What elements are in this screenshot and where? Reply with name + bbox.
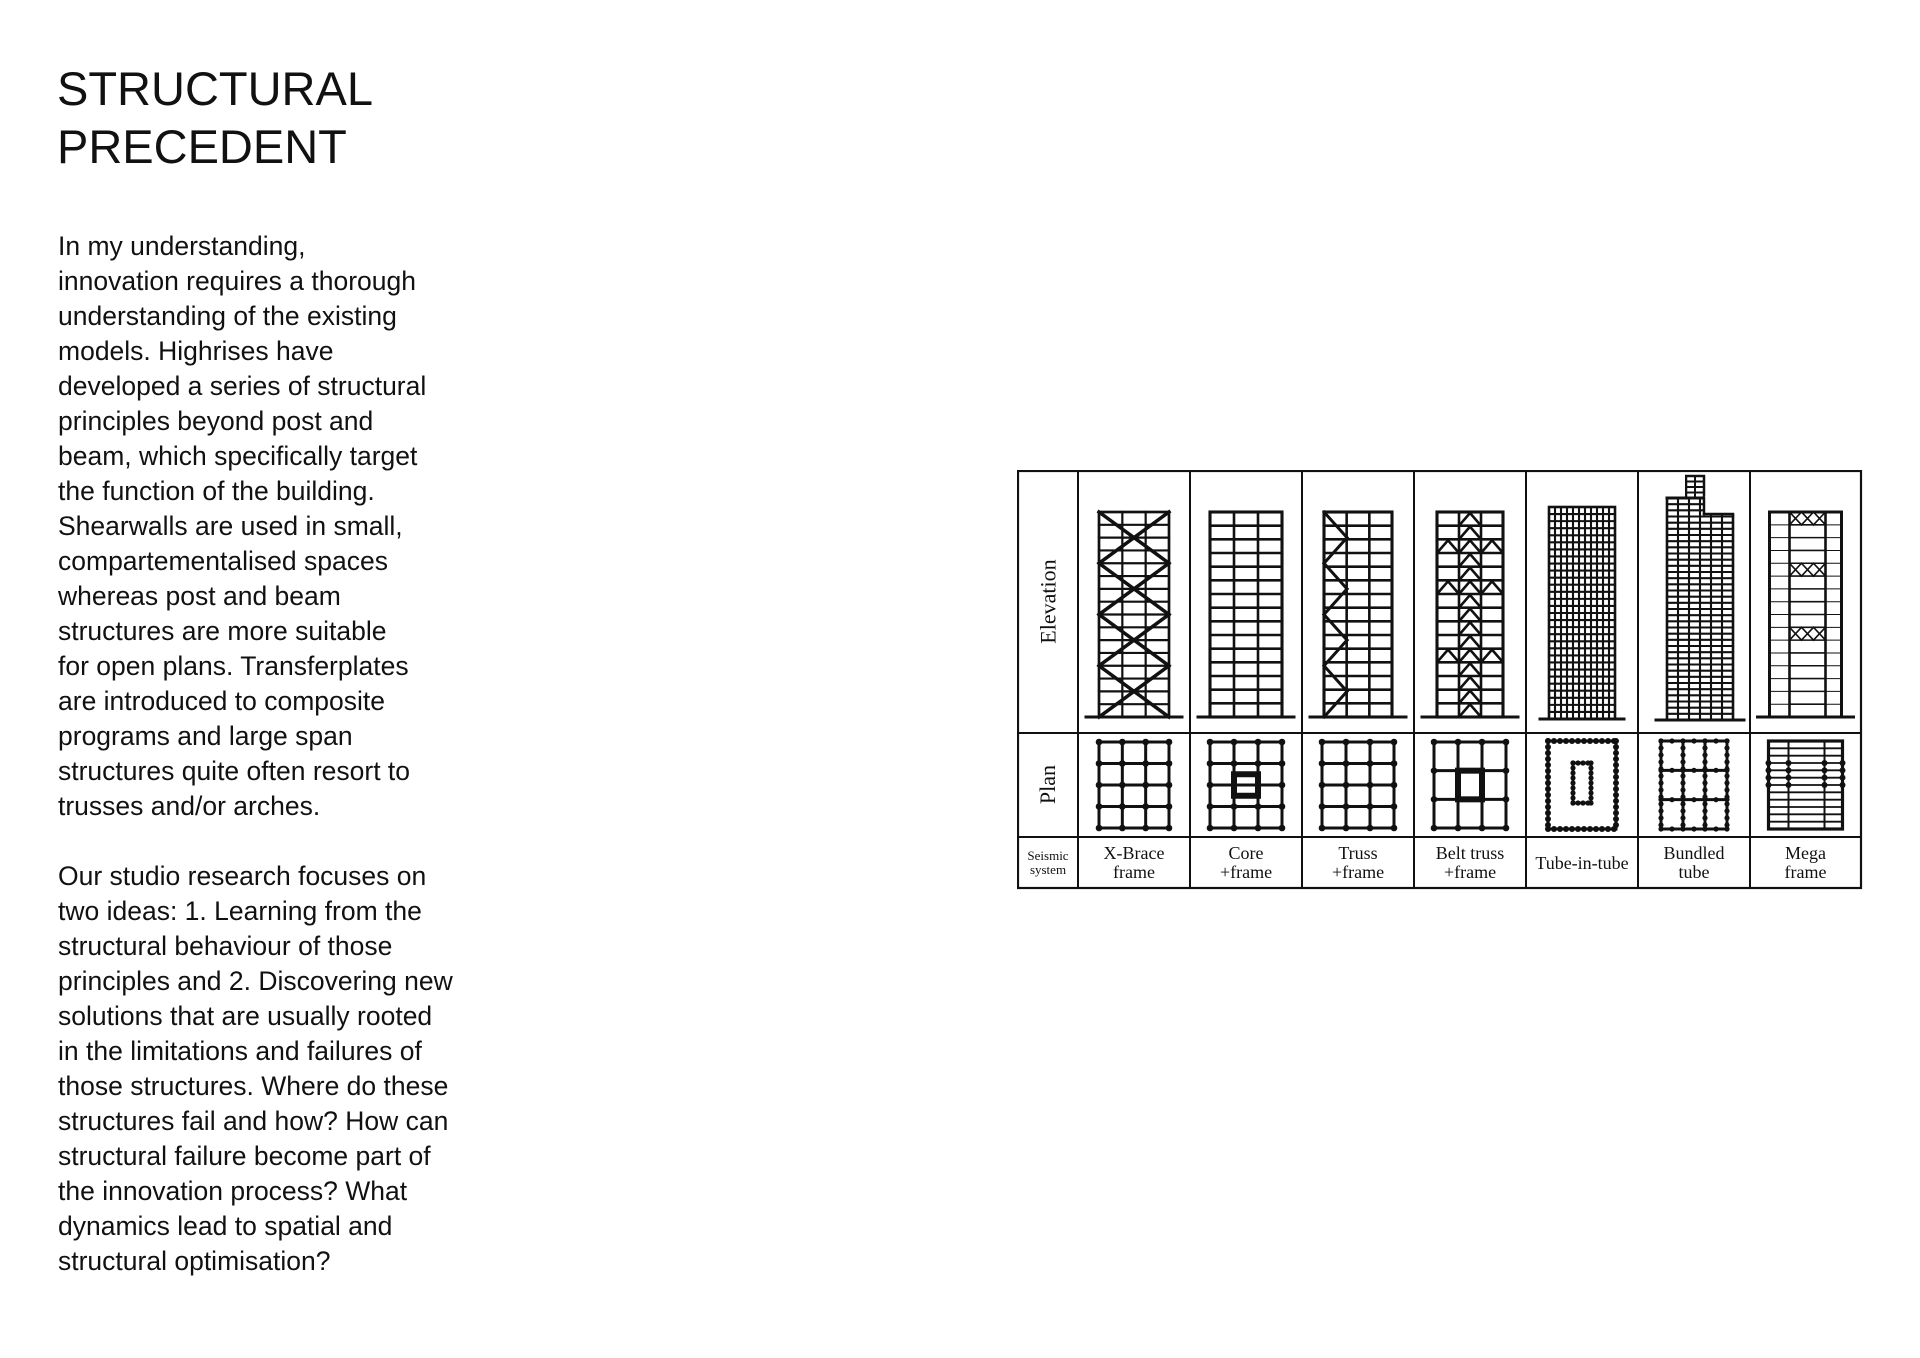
system-label-line: tube xyxy=(1678,862,1710,882)
title-line-2: PRECEDENT xyxy=(57,120,347,173)
system-label-core xyxy=(1190,838,1302,888)
text-line: structures quite often resort to xyxy=(58,756,411,786)
text-line: dynamics lead to spatial and xyxy=(58,1211,393,1241)
system-label-line: +frame xyxy=(1443,862,1497,882)
seismic-label: Seismic xyxy=(1027,848,1069,864)
system-label-line: frame xyxy=(1113,862,1155,882)
row-label-elevation xyxy=(1018,471,1078,733)
grid-plan-icon xyxy=(1319,739,1398,832)
system-label-truss xyxy=(1302,838,1414,888)
system-label-bundled-tube xyxy=(1638,838,1750,888)
system-label-line: +frame xyxy=(1219,862,1273,882)
text-line: models. Highrises have xyxy=(58,336,334,366)
system-label-x-brace xyxy=(1078,838,1190,888)
system-label-tube-in-tube xyxy=(1526,838,1638,888)
text-line: solutions that are usually rooted xyxy=(58,1001,433,1031)
text-line: compartementalised spaces xyxy=(58,546,388,576)
text-line: the function of the building. xyxy=(58,476,375,506)
elevation-label: Elevation xyxy=(1035,559,1061,645)
frame-elevation-icon xyxy=(1198,512,1294,717)
text-line: principles and 2. Discovering new xyxy=(58,966,453,996)
system-label-line: Belt truss xyxy=(1435,843,1505,864)
text-line: principles beyond post and xyxy=(58,406,374,436)
text-line: structures fail and how? How can xyxy=(58,1106,449,1136)
bundled-tube-plan-icon xyxy=(1658,738,1729,831)
text-line: trusses and/or arches. xyxy=(58,791,321,821)
text-line: the innovation process? What xyxy=(58,1176,408,1206)
row-label-seismic-system xyxy=(1018,838,1078,888)
mega-frame-plan-icon xyxy=(1766,741,1846,829)
system-label-line: Bundled xyxy=(1663,843,1725,864)
text-line: developed a series of structural xyxy=(58,371,427,401)
text-line: beam, which specifically target xyxy=(58,441,418,471)
system-label-line: +frame xyxy=(1331,862,1385,882)
text-line: innovation requires a thorough xyxy=(58,266,416,296)
text-line: in the limitations and failures of xyxy=(58,1036,422,1066)
system-label-belt-truss xyxy=(1414,838,1526,888)
text-line: structural optimisation? xyxy=(58,1246,331,1276)
plan-label: Plan xyxy=(1035,765,1061,805)
tube-elevation-icon xyxy=(1540,507,1624,719)
text-line: two ideas: 1. Learning from the xyxy=(58,896,422,926)
text-line: In my understanding, xyxy=(58,231,306,261)
structural-systems-diagram xyxy=(1017,470,1863,890)
text-line: structural behaviour of those xyxy=(58,931,393,961)
belt-truss-elevation-icon xyxy=(1422,512,1518,717)
system-label-line: Mega xyxy=(1785,843,1826,864)
text-line: Our studio research focuses on xyxy=(58,861,427,891)
system-label-line: Tube-in-tube xyxy=(1535,852,1629,873)
text-line: for open plans. Transferplates xyxy=(58,651,409,681)
bundled-tube-elevation-icon xyxy=(1656,475,1744,720)
grid-plan-icon xyxy=(1096,739,1173,832)
system-label-mega-frame xyxy=(1750,838,1861,888)
text-line: programs and large span xyxy=(58,721,353,751)
system-label-line: X-Brace xyxy=(1103,843,1165,864)
mega-frame-elevation-icon xyxy=(1758,512,1854,717)
core-plan-icon xyxy=(1431,739,1510,832)
x-brace-elevation-icon xyxy=(1086,512,1182,717)
text-line: understanding of the existing xyxy=(58,301,397,331)
text-line: structures are more suitable xyxy=(58,616,387,646)
system-label-line: Core xyxy=(1228,843,1264,864)
text-line: are introduced to composite xyxy=(58,686,386,716)
core-plan-icon xyxy=(1207,739,1286,832)
body-text xyxy=(58,229,528,1314)
text-line: those structures. Where do these xyxy=(58,1071,449,1101)
tube-in-tube-plan-icon xyxy=(1545,738,1619,832)
paragraph-1 xyxy=(58,229,528,824)
title-line-1: STRUCTURAL xyxy=(57,62,373,115)
system-label: system xyxy=(1029,862,1067,877)
paragraph-2 xyxy=(58,859,528,1279)
row-label-plan xyxy=(1018,733,1078,837)
truss-elevation-icon xyxy=(1310,512,1406,717)
system-label-line: frame xyxy=(1784,862,1827,882)
structural-systems-figure xyxy=(1017,470,1863,890)
text-line: Shearwalls are used in small, xyxy=(58,511,403,541)
system-label-line: Truss xyxy=(1338,843,1378,864)
page-title xyxy=(57,60,373,176)
text-line: structural failure become part of xyxy=(58,1141,431,1171)
text-line: whereas post and beam xyxy=(58,581,341,611)
